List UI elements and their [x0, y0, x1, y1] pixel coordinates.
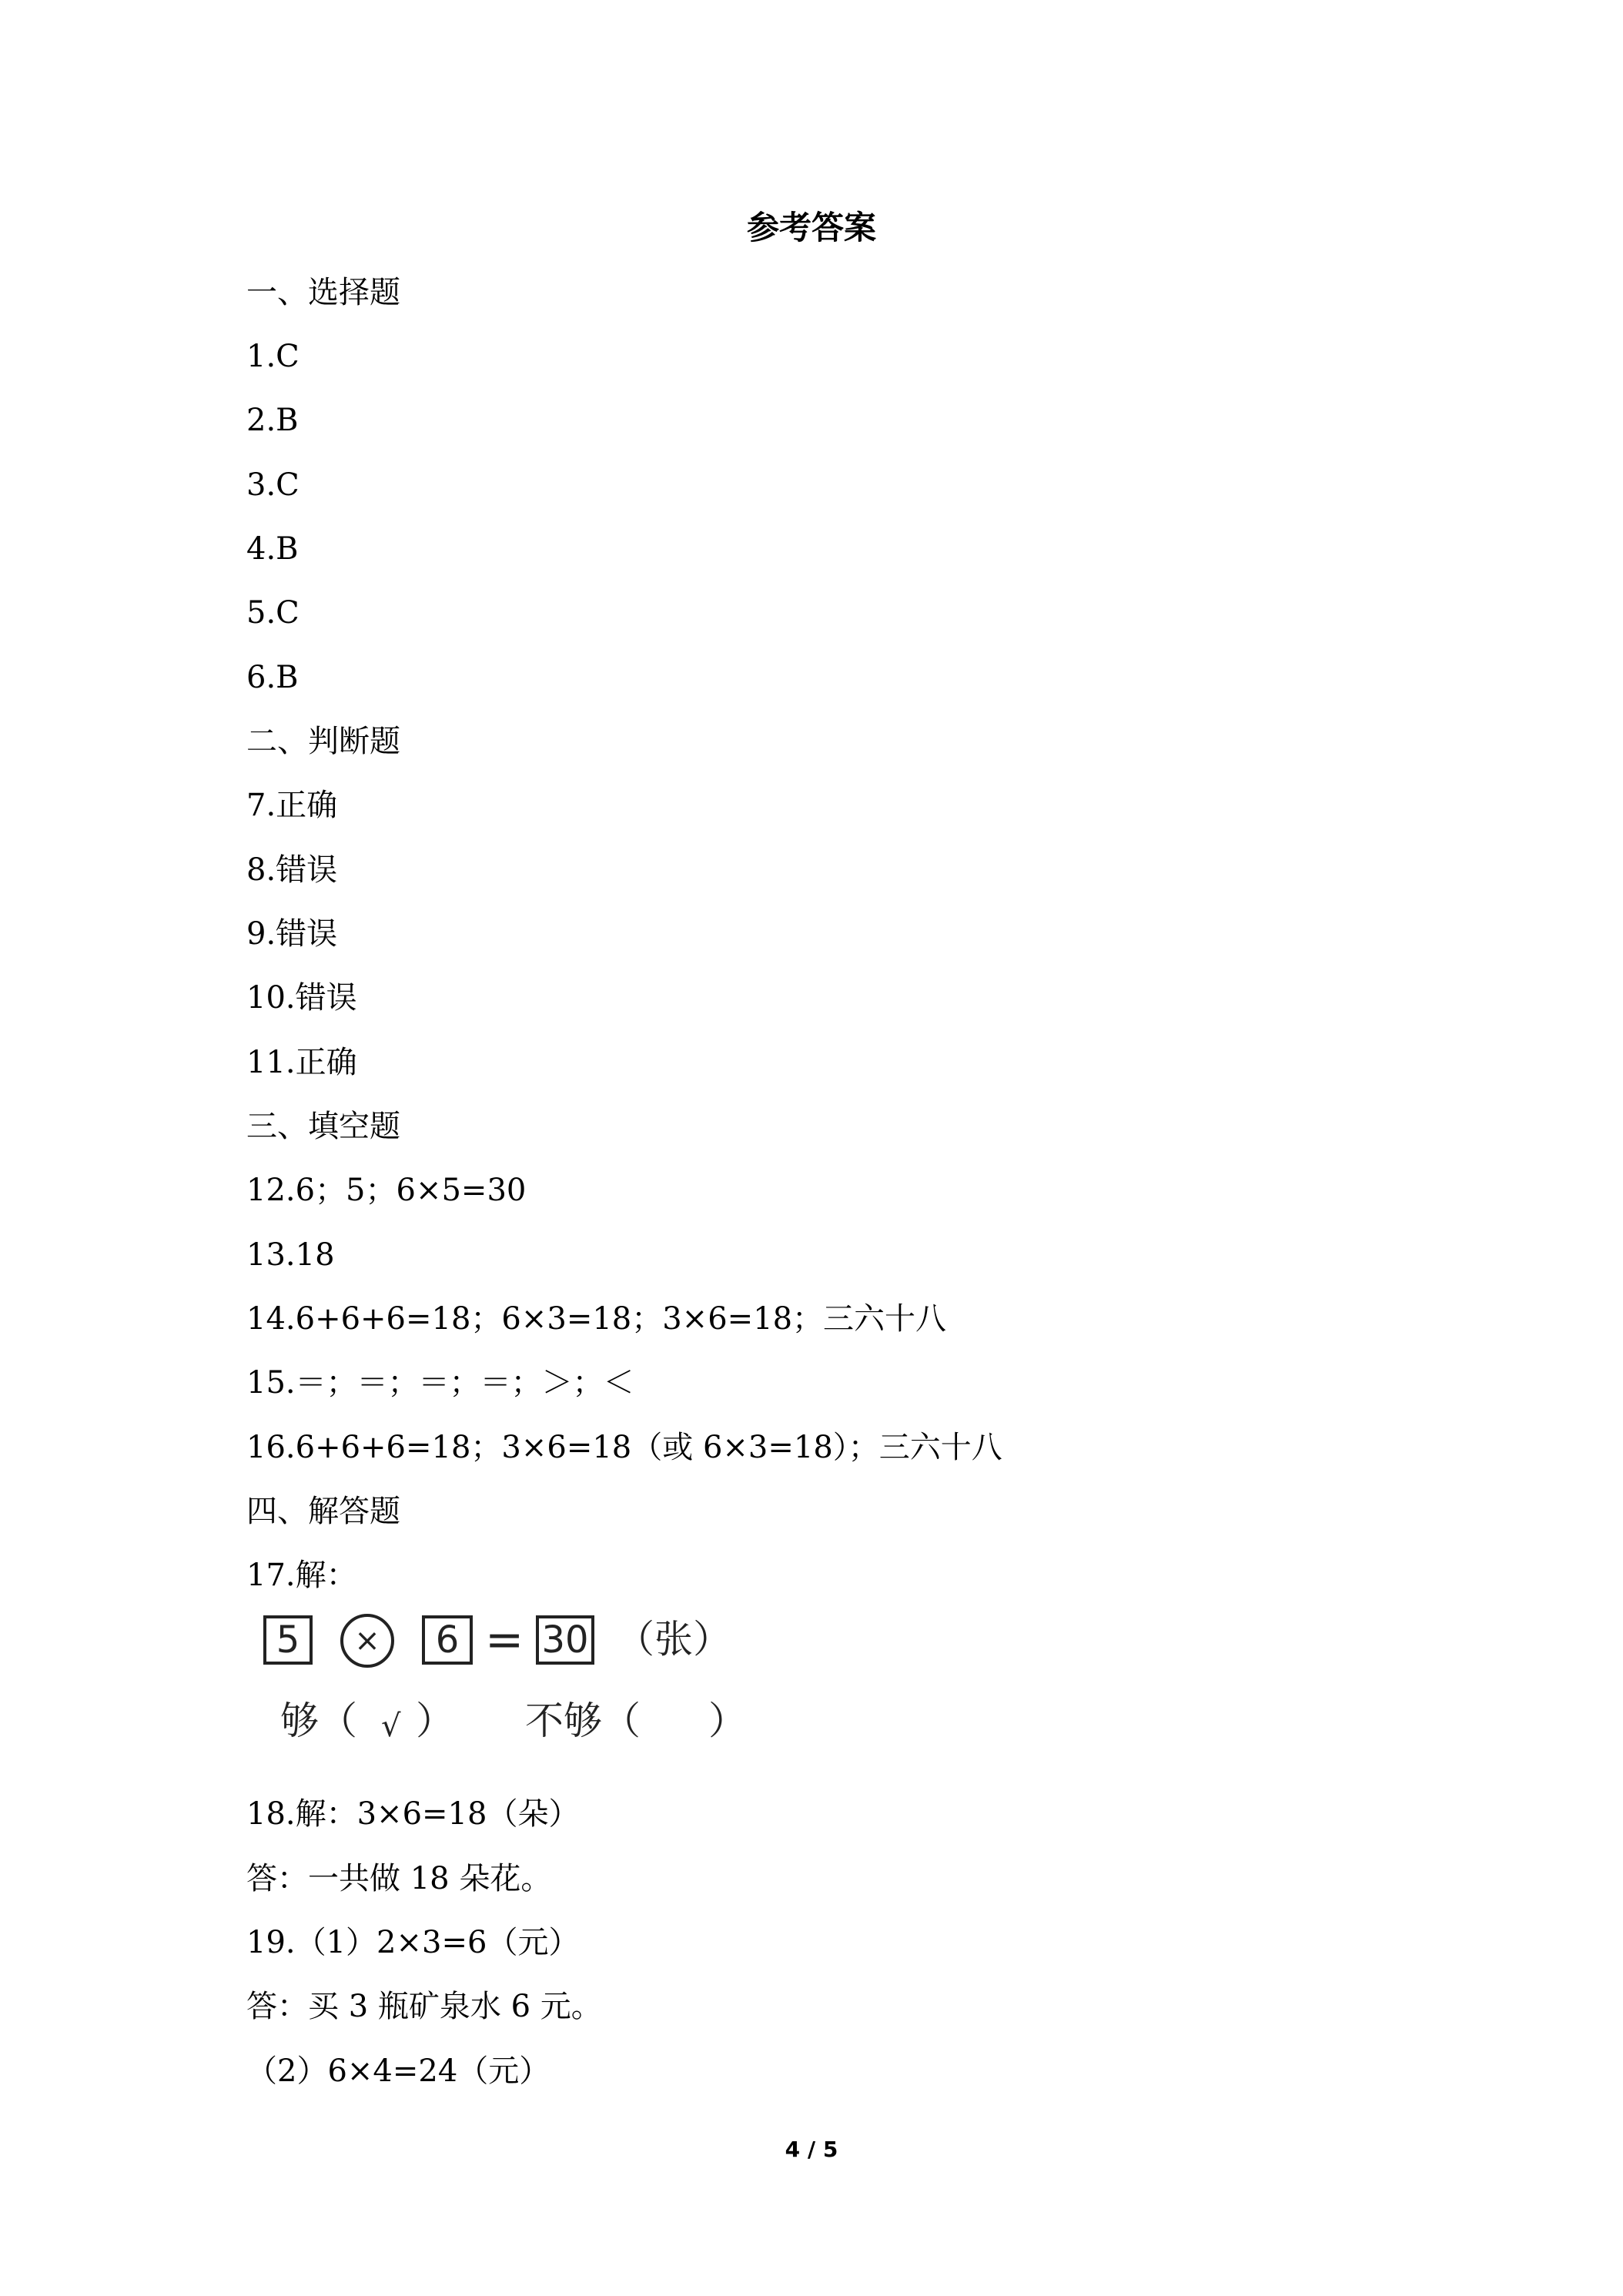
equals-sign: =	[485, 1613, 524, 1667]
section-heading-fill-blank: 三、填空题	[246, 1109, 400, 1144]
answer-line: 15.＝；＝；＝；＝；＞；＜	[246, 1365, 634, 1401]
section-heading-judgment: 二、判断题	[246, 724, 400, 759]
factor-box: 5	[263, 1615, 313, 1665]
multiply-circle: ×	[340, 1614, 394, 1668]
answer-line: 9.错误	[246, 916, 338, 952]
enough-label: 够（	[280, 1699, 357, 1743]
answer-line: 16.6+6+6=18；3×6=18（或 6×3=18）；三六十八	[246, 1430, 1002, 1465]
answer-line: 答：一共做 18 朵花。	[246, 1861, 552, 1896]
not-enough-close: ）	[708, 1699, 747, 1743]
page-title: 参考答案	[746, 209, 876, 246]
answer-line: 答：买 3 瓶矿泉水 6 元。	[246, 1989, 602, 2024]
answer-line: 3.C	[246, 467, 300, 503]
not-enough-label: 不够（	[525, 1699, 641, 1743]
answer-line: 4.B	[246, 531, 299, 567]
answer-line: 2.B	[246, 403, 299, 438]
factor-box: 6	[422, 1615, 473, 1665]
answer-line: 19.（1）2×3=6（元）	[246, 1925, 580, 1960]
product-box: 30	[536, 1615, 594, 1665]
answer-line: 7.正确	[246, 788, 338, 823]
answer-line: 12.6；5；6×5=30	[246, 1173, 527, 1208]
check-mark: √	[381, 1709, 401, 1744]
page-number: 4 / 5	[785, 2137, 838, 2162]
answer-line: 17.解：	[246, 1558, 357, 1593]
answer-line: 13.18	[246, 1237, 335, 1273]
unit-label: （张）	[616, 1617, 731, 1662]
answer-line: 14.6+6+6=18；6×3=18；3×6=18；三六十八	[246, 1301, 947, 1337]
section-heading-solutions: 四、解答题	[246, 1494, 400, 1529]
answer-line: 5.C	[246, 595, 300, 631]
answer-line: （2）6×4=24（元）	[246, 2053, 550, 2089]
answer-line: 10.错误	[246, 980, 357, 1016]
answer-line: 11.正确	[246, 1045, 357, 1080]
answer-line: 6.B	[246, 660, 299, 695]
section-heading-choice: 一、选择题	[246, 275, 400, 310]
multiplication-figure	[254, 1609, 778, 1763]
answer-line: 8.错误	[246, 852, 338, 888]
answer-line: 1.C	[246, 339, 300, 374]
answer-line: 18.解：3×6=18（朵）	[246, 1796, 580, 1832]
enough-close: ）	[416, 1699, 454, 1743]
